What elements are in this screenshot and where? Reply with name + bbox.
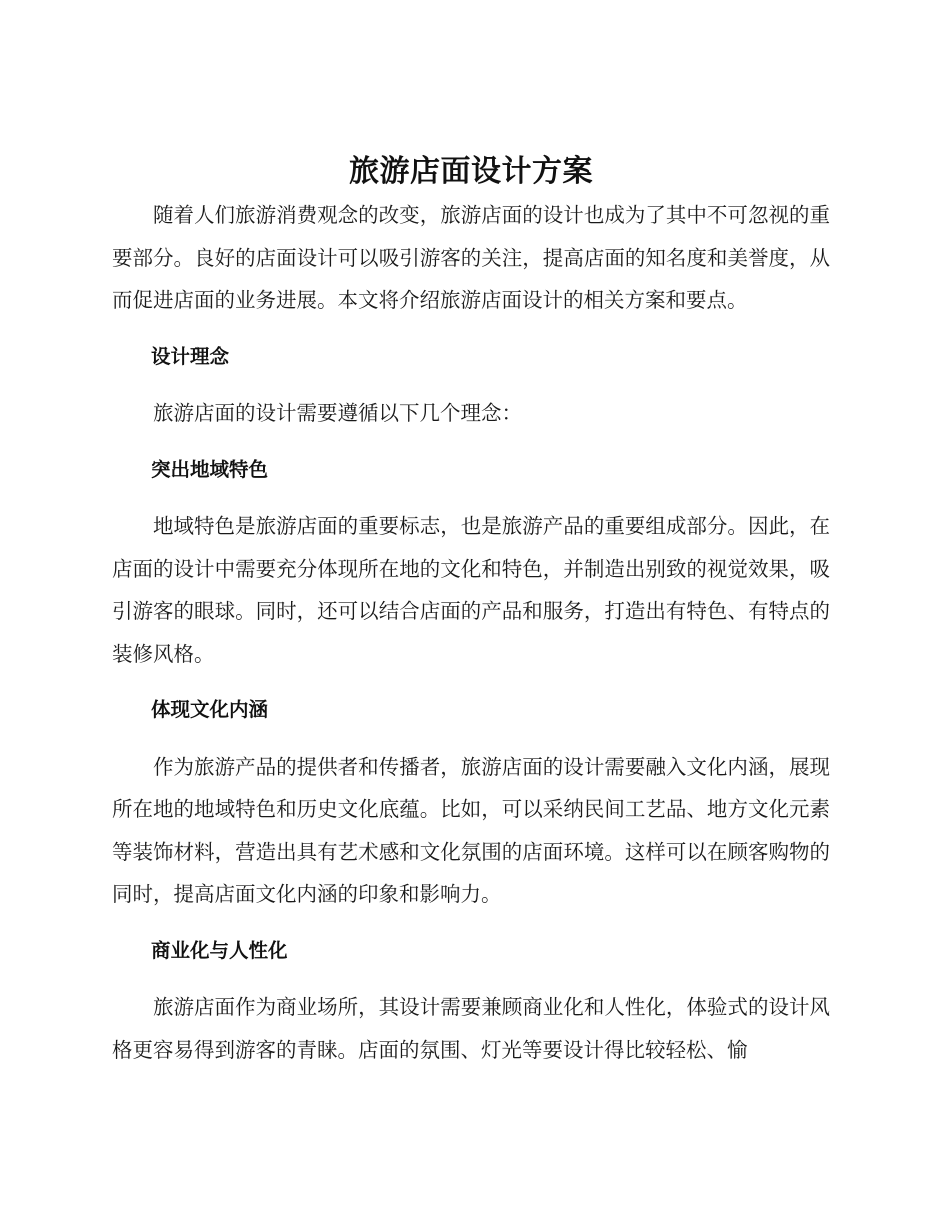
subsection-text-commercial-humanized: 旅游店面作为商业场所，其设计需要兼顾商业化和人性化，体验式的设计风格更容易得到游客的青睐。店面的氛围、灯光等要设计得比较轻松、愉	[112, 995, 830, 1062]
document-body	[112, 150, 830, 1071]
subsection-heading-cultural-connotation: 体现文化内涵	[151, 698, 269, 721]
section-heading-design-concept: 设计理念	[151, 344, 230, 368]
subsection-heading-regional-features: 突出地域特色	[151, 457, 269, 481]
design-concept-lead: 旅游店面的设计需要遵循以下几个理念：	[153, 401, 522, 425]
subsection-text-cultural-connotation: 作为旅游产品的提供者和传播者，旅游店面的设计需要融入文化内涵，展现所在地的地域特色和历史文化底蕴。比如，可以采纳民间工艺品、地方文化元素等装饰材料，营造出具有艺术感和文化氛围的店面环境。这样可以在顾客购物的同时，提高店面文化内涵的印象和影响力。	[112, 754, 830, 906]
subsection-heading-commercial-humanized: 商业化与人性化	[151, 938, 288, 962]
document-title: 旅游店面设计方案	[349, 154, 593, 189]
subsection-text-regional-features: 地域特色是旅游店面的重要标志，也是旅游产品的重要组成部分。因此，在店面的设计中需要充分体现所在地的文化和特色，并制造出别致的视觉效果，吸引游客的眼球。同时，还可以结合店面的产品和服务，打造出有特色、有特点的装修风格。	[112, 514, 830, 666]
intro-paragraph: 随着人们旅游消费观念的改变，旅游店面的设计也成为了其中不可忽视的重要部分。良好的店面设计可以吸引游客的关注，提高店面的知名度和美誉度，从而促进店面的业务进展。本文将介绍旅游店面设计的相关方案和要点。	[112, 203, 830, 312]
